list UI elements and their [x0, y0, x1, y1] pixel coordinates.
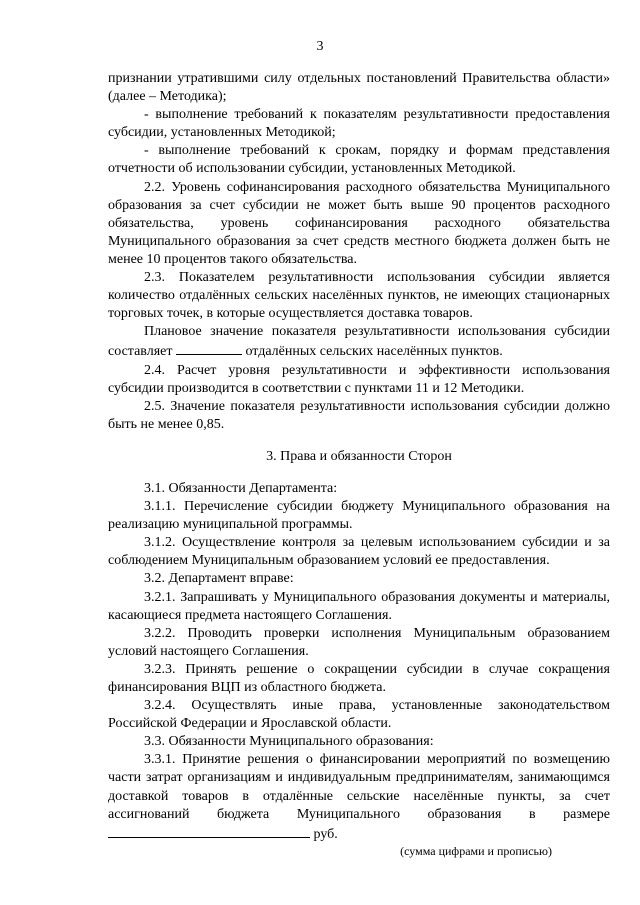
- paragraph-2-4: 2.4. Расчет уровня результативности и эффективности использования субсидии производится в соответствии с пунктами 11 и 12 Методики.: [108, 362, 610, 396]
- paragraph-3-3-1-text: 3.3.1. Принятие решения о финансировании мероприятий по возмещению части затрат организациям и индивидуальным предпринимателям, занимающимся доставкой товаров в отдалённые сельские населённые пункты, за счет ассигнований бюджета Муниципального образования в размере: [108, 752, 610, 822]
- paragraph-3-2-3: 3.2.3. Принять решение о сокращении субсидии в случае сокращения финансирования ВЦП из областного бюджета.: [108, 661, 610, 695]
- planned-value-text-end: отдалённых сельских населённых пунктов.: [241, 344, 503, 360]
- paragraph-2-2: 2.2. Уровень софинансирования расходного обязательства Муниципального образования за счет субсидии не может быть выше 90 процентов расходного обязательства, уровень софинансирования расходного обязательства Муниципального образования за счет средств местного бюджета должен быть не менее 10 процентов такого обязательства.: [108, 179, 610, 267]
- planned-value-text: Плановое значение показателя результативности использования субсидии составляет: [108, 324, 610, 360]
- paragraph-3-1-1: 3.1.1. Перечисление субсидии бюджету Муниципального образования на реализацию муниципальной программы.: [108, 499, 610, 533]
- document-body: [108, 70, 610, 859]
- paragraph-3-3: 3.3. Обязанности Муниципального образования:: [144, 734, 434, 750]
- page-number: 3: [316, 39, 324, 54]
- paragraph-3-2: 3.2. Департамент вправе:: [144, 571, 294, 587]
- paragraph-3-2-4: 3.2.4. Осуществлять иные права, установленные законодательством Российской Федерации и Ярославской области.: [108, 698, 610, 732]
- paragraph-3-1-2: 3.1.2. Осуществление контроля за целевым использованием субсидии и за соблюдением Муниципальным образованием условий ее предоставления.: [108, 535, 610, 569]
- paragraph-3-2-2: 3.2.2. Проводить проверки исполнения Муниципальным образованием условий настоящего Соглашения.: [108, 625, 610, 659]
- paragraph-planned-value: [108, 323, 610, 361]
- paragraph-3-3-1-text-end: руб.: [310, 826, 338, 842]
- paragraph-2-3: 2.3. Показателем результативности использования субсидии является количество отдалённых сельских населённых пунктов, не имеющих стационарных торговых точек, в которые осуществляется доставка товаров.: [108, 270, 610, 322]
- paragraph-methodology-ref: признании утратившими силу отдельных постановлений Правительства области» (далее – Методика);: [108, 71, 610, 105]
- paragraph-requirement-reporting: - выполнение требований к срокам, порядку и формам представления отчетности об использовании субсидии, установленных Методикой.: [108, 143, 610, 177]
- paragraph-2-5: 2.5. Значение показателя результативности использования субсидии должно быть не менее 0,85.: [108, 398, 610, 432]
- amount-blank: [108, 824, 310, 838]
- amount-caption: (сумма цифрами и прописью): [400, 843, 552, 858]
- paragraph-3-1: 3.1. Обязанности Департамента:: [144, 480, 338, 496]
- section-title: 3. Права и обязанности Сторон: [266, 448, 452, 464]
- paragraph-3-2-1: 3.2.1. Запрашивать у Муниципального образования документы и материалы, касающиеся предмета настоящего Соглашения.: [108, 589, 610, 623]
- paragraph-requirement-indicators: - выполнение требований к показателям результативности предоставления субсидии, установленных Методикой;: [108, 107, 610, 141]
- paragraph-3-3-1: [108, 751, 610, 843]
- planned-value-blank: [176, 341, 242, 355]
